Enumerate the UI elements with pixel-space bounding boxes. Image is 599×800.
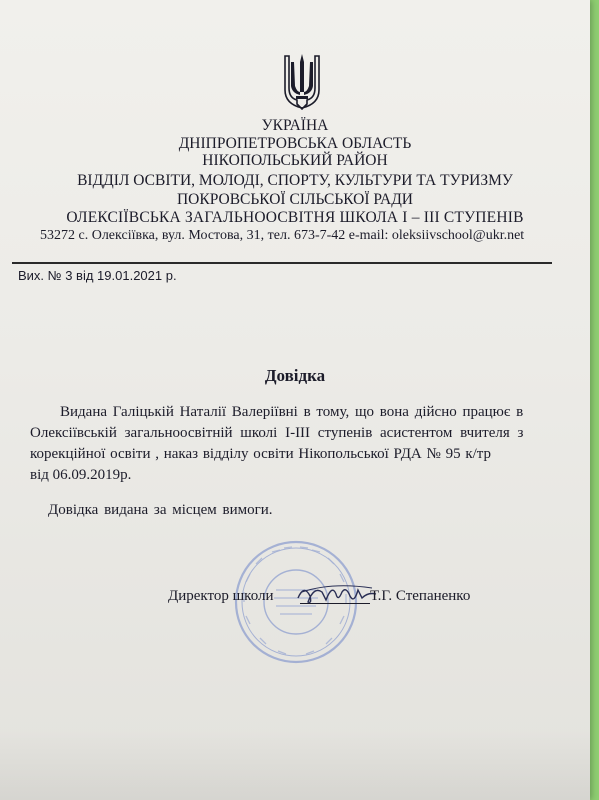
signatory-position: Директор школи: [168, 588, 274, 604]
trident-emblem-icon: [283, 52, 321, 110]
outgoing-number: Вих. № 3 від 19.01.2021 р.: [18, 268, 177, 283]
signatory-name: Т.Г. Степаненко: [370, 588, 471, 604]
header-district: НІКОПОЛЬСЬКИЙ РАЙОН: [202, 152, 388, 169]
body-line-3: корекційної освіти , наказ відділу освіти Нікопольської РДА № 95 к/тр: [30, 446, 492, 462]
body-line-2: Олексіївській загальноосвітній школі І-ІІІ ступенів асистентом вчителя з: [30, 425, 524, 441]
header-council: ПОКРОВСЬКОЇ СІЛЬСЬКОЇ РАДИ: [176, 191, 414, 208]
school-address: 53272 с. Олексіївка, вул. Мостова, 31, тел. 673-7-42 e-mail: oleksiivschool@ukr.net: [40, 228, 525, 243]
header-department: ВІДДІЛ ОСВІТИ, МОЛОДІ, СПОРТУ, КУЛЬТУРИ ТА ТУРИЗМУ: [77, 172, 513, 189]
document-title: Довідка: [264, 366, 326, 385]
body-line-1: Видана Галіцькій Наталії Валеріївні в тому, що вона дійсно працює в: [60, 404, 524, 420]
header-country: УКРАЇНА: [261, 117, 329, 134]
header-divider: [12, 262, 552, 264]
body-line-4: від 06.09.2019р.: [30, 467, 132, 483]
page-shadow: [0, 730, 590, 800]
header-region: ДНІПРОПЕТРОВСЬКА ОБЛАСТЬ: [178, 135, 412, 152]
body-line-5: Довідка видана за місцем вимоги.: [48, 502, 273, 518]
header-school: ОЛЕКСІЇВСЬКА ЗАГАЛЬНООСВІТНЯ ШКОЛА І – ІІІ СТУПЕНІВ: [66, 209, 524, 226]
handwritten-signature: [292, 578, 382, 612]
